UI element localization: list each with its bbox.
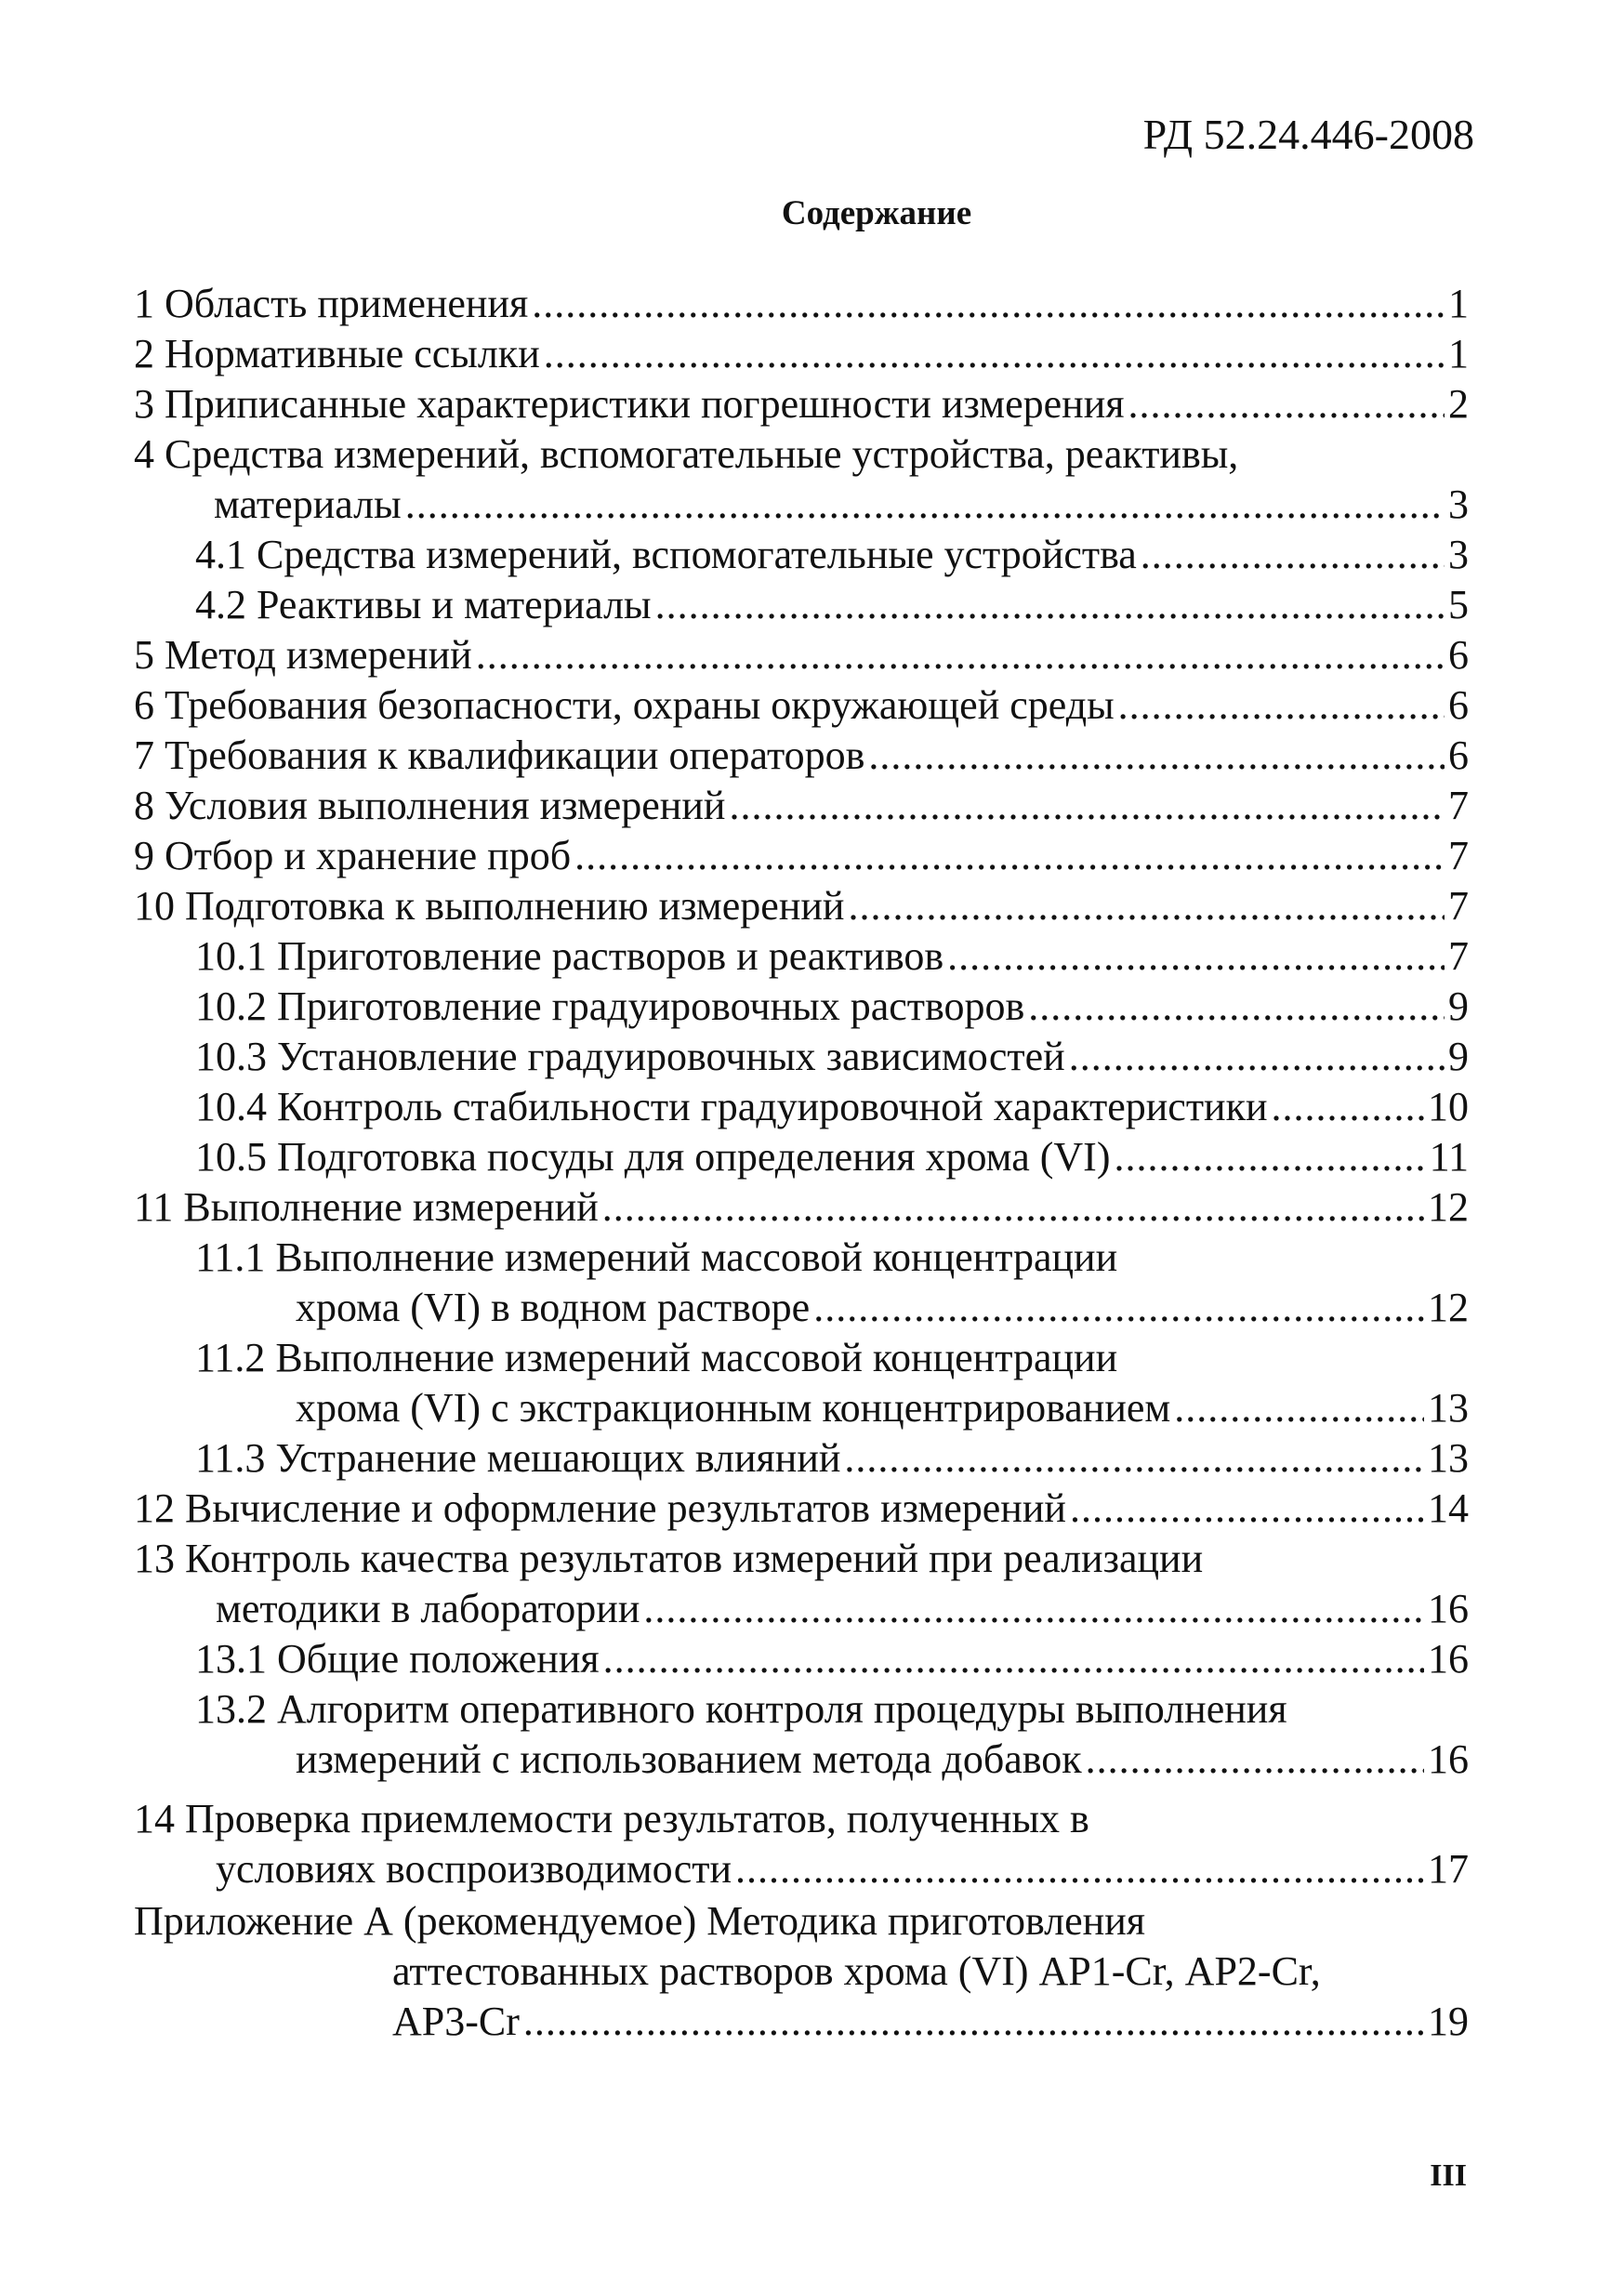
toc-entry-page: 7 [1448, 883, 1469, 929]
toc-entry-page: 1 [1448, 281, 1469, 326]
toc-leader [813, 1283, 1424, 1333]
toc-entry[interactable] [0, 1333, 1623, 1383]
toc-leader [735, 1844, 1424, 1894]
toc-entry[interactable] [0, 1484, 1623, 1534]
toc-entry-label: 4 Средства измерений, вспомогательные устройства, реактивы, [134, 431, 1239, 477]
toc-entry[interactable] [0, 1233, 1623, 1283]
toc-leader [1086, 1735, 1424, 1785]
toc-entry[interactable] [0, 1433, 1623, 1484]
toc-leader [476, 630, 1445, 680]
toc-entry[interactable] [0, 630, 1623, 680]
page-number: III [1430, 2158, 1467, 2193]
toc-entry-page: 9 [1448, 983, 1469, 1029]
toc-entry-continuation[interactable] [0, 1844, 1623, 1894]
toc-leader [1114, 1132, 1425, 1182]
toc-entry-label: 11.1 Выполнение измерений массовой концентрации [195, 1234, 1118, 1280]
toc-entry-continuation[interactable] [0, 1283, 1623, 1333]
toc-leader [1069, 1032, 1445, 1082]
toc-entry-label: 11.2 Выполнение измерений массовой концентрации [195, 1335, 1118, 1380]
toc-entry-page: 12 [1428, 1184, 1469, 1230]
toc-entry-page: 17 [1428, 1846, 1469, 1892]
toc-entry[interactable] [0, 1896, 1623, 1946]
toc-leader [1141, 530, 1445, 580]
toc-entry-continuation[interactable] [0, 1584, 1623, 1634]
toc-entry-page: 3 [1448, 532, 1469, 577]
toc-leader [544, 329, 1445, 379]
toc-entry[interactable] [0, 1634, 1623, 1684]
toc-entry-page: 16 [1428, 1736, 1469, 1782]
toc-entry-label: 4.2 Реактивы и материалы [195, 582, 652, 627]
toc-leader [1070, 1484, 1424, 1534]
toc-entry[interactable] [0, 781, 1623, 831]
toc-entry-label: 10.2 Приготовление градуировочных растворов [195, 983, 1025, 1029]
toc-entry-label: 6 Требования безопасности, охраны окружающей среды [134, 682, 1115, 728]
toc-entry-label: материалы [214, 482, 402, 527]
toc-entry-label: хрома (VI) в водном растворе [296, 1285, 811, 1330]
toc-entry-page: 7 [1448, 933, 1469, 979]
toc-entry-label: 10 Подготовка к выполнению измерений [134, 883, 845, 929]
toc-entry[interactable] [0, 1082, 1623, 1132]
toc-entry-continuation[interactable] [0, 1383, 1623, 1433]
toc-entry-label: 4.1 Средства измерений, вспомогательные устройства [195, 532, 1137, 577]
toc-leader [848, 881, 1445, 931]
toc-entry-label: 14 Проверка приемлемости результатов, полученных в [134, 1796, 1089, 1841]
toc-entry-label: 1 Область применения [134, 281, 529, 326]
toc-leader [1174, 1383, 1424, 1433]
toc-entry-label: 3 Приписанные характеристики погрешности измерения [134, 381, 1125, 427]
toc-entry-page: 9 [1448, 1034, 1469, 1079]
toc-entry-page: 16 [1428, 1636, 1469, 1682]
toc-entry[interactable] [0, 1032, 1623, 1082]
toc-entry-page: 11 [1429, 1134, 1469, 1180]
toc-entry[interactable] [0, 1794, 1623, 1844]
toc-entry-label: 13 Контроль качества результатов измерений при реализации [134, 1536, 1204, 1581]
toc-entry[interactable] [0, 1182, 1623, 1233]
toc-entry-page: 6 [1448, 632, 1469, 678]
toc-entry-continuation[interactable] [0, 1946, 1623, 1997]
toc-entry-label: 2 Нормативные ссылки [134, 331, 540, 376]
toc-entry-label: 10.3 Установление градуировочных зависимостей [195, 1034, 1065, 1079]
toc-leader [643, 1584, 1424, 1634]
toc-entry[interactable] [0, 1684, 1623, 1735]
toc-entry-page: 7 [1448, 833, 1469, 878]
toc-leader [844, 1433, 1424, 1484]
toc-entry-page: 5 [1448, 582, 1469, 627]
toc-entry-label: аттестованных растворов хрома (VI) АР1-Cr, АР2-Cr, [392, 1948, 1321, 1994]
toc-entry-page: 16 [1428, 1586, 1469, 1631]
toc-entry-page: 6 [1448, 682, 1469, 728]
toc-entry[interactable] [0, 379, 1623, 429]
toc-entry-label: 11.3 Устранение мешающих влияний [195, 1435, 841, 1481]
toc-entry-label: 11 Выполнение измерений [134, 1184, 599, 1230]
toc-entry-label: 13.1 Общие положения [195, 1636, 600, 1682]
toc-entry-page: 13 [1428, 1385, 1469, 1431]
toc-leader [947, 931, 1445, 982]
toc-entry-label: 9 Отбор и хранение проб [134, 833, 572, 878]
toc-leader [1028, 982, 1445, 1032]
toc-entry-page: 2 [1448, 381, 1469, 427]
toc-leader [523, 1997, 1424, 2047]
toc-leader [655, 580, 1445, 630]
toc-entry-continuation[interactable] [0, 1997, 1623, 2047]
toc-entry[interactable] [0, 329, 1623, 379]
document-code: РД 52.24.446-2008 [1142, 111, 1474, 158]
toc-leader [532, 279, 1445, 329]
toc-entry[interactable] [0, 881, 1623, 931]
toc-entry-label: измерений с использованием метода добавок [296, 1736, 1082, 1782]
toc-entry[interactable] [0, 429, 1623, 480]
toc-entry-page: 6 [1448, 732, 1469, 778]
toc-leader [405, 480, 1445, 530]
toc-entry-label: хрома (VI) с экстракционным концентрированием [296, 1385, 1171, 1431]
toc-entry[interactable] [0, 279, 1623, 329]
toc-entry-page: 14 [1428, 1485, 1469, 1531]
toc-entry-label: 8 Условия выполнения измерений [134, 783, 726, 828]
toc-entry-page: 10 [1428, 1084, 1469, 1129]
toc-entry-page: 3 [1448, 482, 1469, 527]
toc-entry[interactable] [0, 530, 1623, 580]
toc-entry-continuation[interactable] [0, 480, 1623, 530]
toc-entry-page: 19 [1428, 1999, 1469, 2044]
toc-leader [1272, 1082, 1424, 1132]
toc-leader [602, 1182, 1424, 1233]
toc-entry-label: 5 Метод измерений [134, 632, 472, 678]
toc-title: Содержание [781, 194, 972, 232]
toc-entry-label: 7 Требования к квалификации операторов [134, 732, 865, 778]
toc-entry[interactable] [0, 931, 1623, 982]
toc-entry-page: 1 [1448, 331, 1469, 376]
toc-leader [574, 831, 1445, 881]
toc-entry-label: условиях воспроизводимости [216, 1846, 732, 1892]
toc-entry-label: Приложение А (рекомендуемое) Методика приготовления [134, 1898, 1145, 1944]
toc-entry-label: 10.1 Приготовление растворов и реактивов [195, 933, 944, 979]
toc-entry-page: 13 [1428, 1435, 1469, 1481]
toc-entry-label: АР3-Cr [392, 1999, 520, 2044]
toc-entry-label: 10.5 Подготовка посуды для определения хрома (VI) [195, 1134, 1111, 1180]
toc-entry-label: методики в лаборатории [216, 1586, 640, 1631]
toc-entry-continuation[interactable] [0, 1735, 1623, 1785]
toc-entry-page: 7 [1448, 783, 1469, 828]
toc-leader [603, 1634, 1424, 1684]
toc-entry-label: 12 Вычисление и оформление результатов измерений [134, 1485, 1066, 1531]
toc-entry[interactable] [0, 1534, 1623, 1584]
toc-entry-label: 10.4 Контроль стабильности градуировочной характеристики [195, 1084, 1268, 1129]
toc-leader [868, 731, 1445, 781]
toc-leader [1118, 680, 1445, 731]
toc-entry[interactable] [0, 580, 1623, 630]
toc-entry[interactable] [0, 831, 1623, 881]
toc-entry[interactable] [0, 1132, 1623, 1182]
toc-entry-page: 12 [1428, 1285, 1469, 1330]
toc-entry-label: 13.2 Алгоритм оперативного контроля процедуры выполнения [195, 1686, 1287, 1732]
toc-leader [729, 781, 1445, 831]
toc-entry[interactable] [0, 731, 1623, 781]
toc-entry[interactable] [0, 982, 1623, 1032]
toc-leader [1128, 379, 1445, 429]
toc-entry[interactable] [0, 680, 1623, 731]
